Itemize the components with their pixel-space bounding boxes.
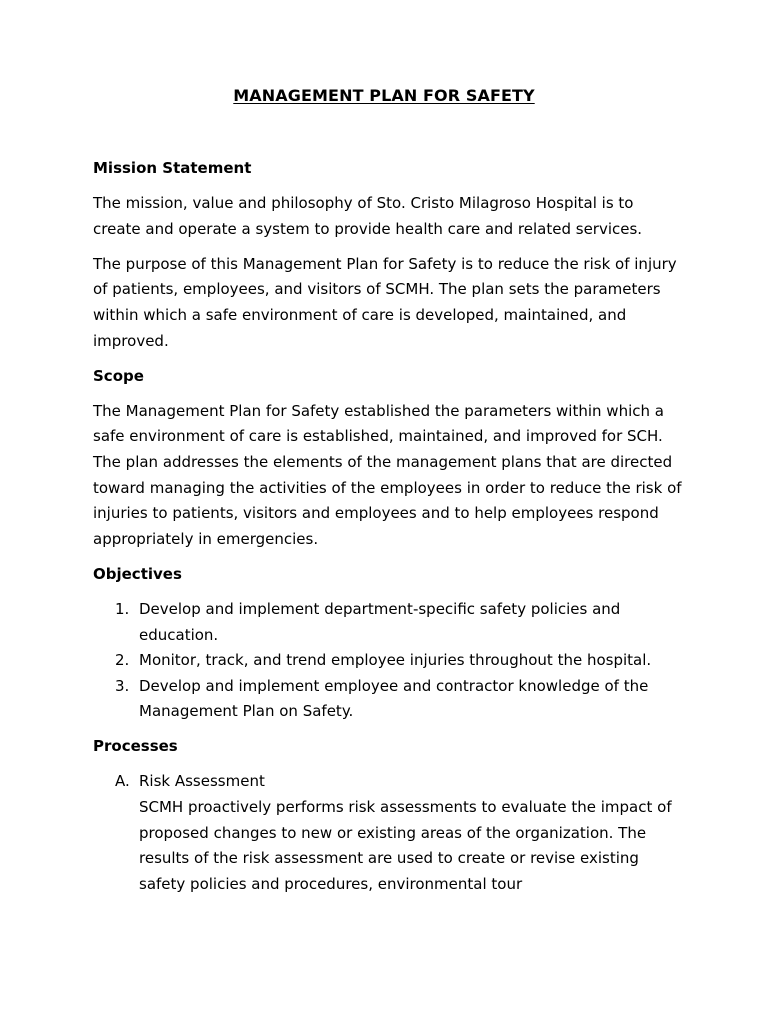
processes-heading: Processes <box>93 737 178 756</box>
mission-section <box>93 156 683 354</box>
process-title: Risk Assessment <box>139 772 265 791</box>
objective-text: Develop and implement employee and contractor knowledge of the Management Plan on Safety. <box>139 676 649 721</box>
objective-item <box>93 648 683 674</box>
scope-section <box>93 364 683 553</box>
processes-section <box>93 734 683 897</box>
document-body <box>93 156 683 907</box>
objectives-list <box>93 597 683 725</box>
scope-heading: Scope <box>93 366 144 385</box>
processes-list <box>93 769 683 897</box>
process-item <box>93 769 683 897</box>
objectives-section <box>93 562 683 725</box>
list-marker: 2. <box>115 651 130 670</box>
objective-item <box>93 597 683 648</box>
objective-text: Monitor, track, and trend employee injuries throughout the hospital. <box>139 651 652 670</box>
list-marker: 1. <box>115 599 130 618</box>
mission-heading: Mission Statement <box>93 159 252 177</box>
document-title: MANAGEMENT PLAN FOR SAFETY <box>233 86 535 105</box>
mission-paragraph: The mission, value and philosophy of Sto. Cristo Milagroso Hospital is to create and operate a system to provide health care and related services. <box>93 194 643 238</box>
objective-item <box>93 674 683 725</box>
document-page <box>93 0 683 1024</box>
purpose-paragraph: The purpose of this Management Plan for Safety is to reduce the risk of injury of patients, employees, and visitors of SCMH. The plan sets the parameters within which a safe environment of care is developed, maintained, and improved. <box>93 254 677 350</box>
process-text: SCMH proactively performs risk assessments to evaluate the impact of proposed changes to new or existing areas of the organization. The results of the risk assessment are used to create or revise existing safety policies and procedures, environmental tour <box>139 798 672 893</box>
list-marker: A. <box>115 772 130 791</box>
list-marker: 3. <box>115 676 130 695</box>
scope-paragraph: The Management Plan for Safety established the parameters within which a safe environment of care is established, maintained, and improved for SCH. The plan addresses the elements of the management plans that are directed toward managing the activities of the employees in order to reduce the risk of injuries to patients, visitors and employees and to help employees respond appropriately in emergencies. <box>93 401 682 548</box>
objectives-heading: Objectives <box>93 564 182 583</box>
objective-text: Develop and implement department-specific safety policies and education. <box>139 599 621 644</box>
